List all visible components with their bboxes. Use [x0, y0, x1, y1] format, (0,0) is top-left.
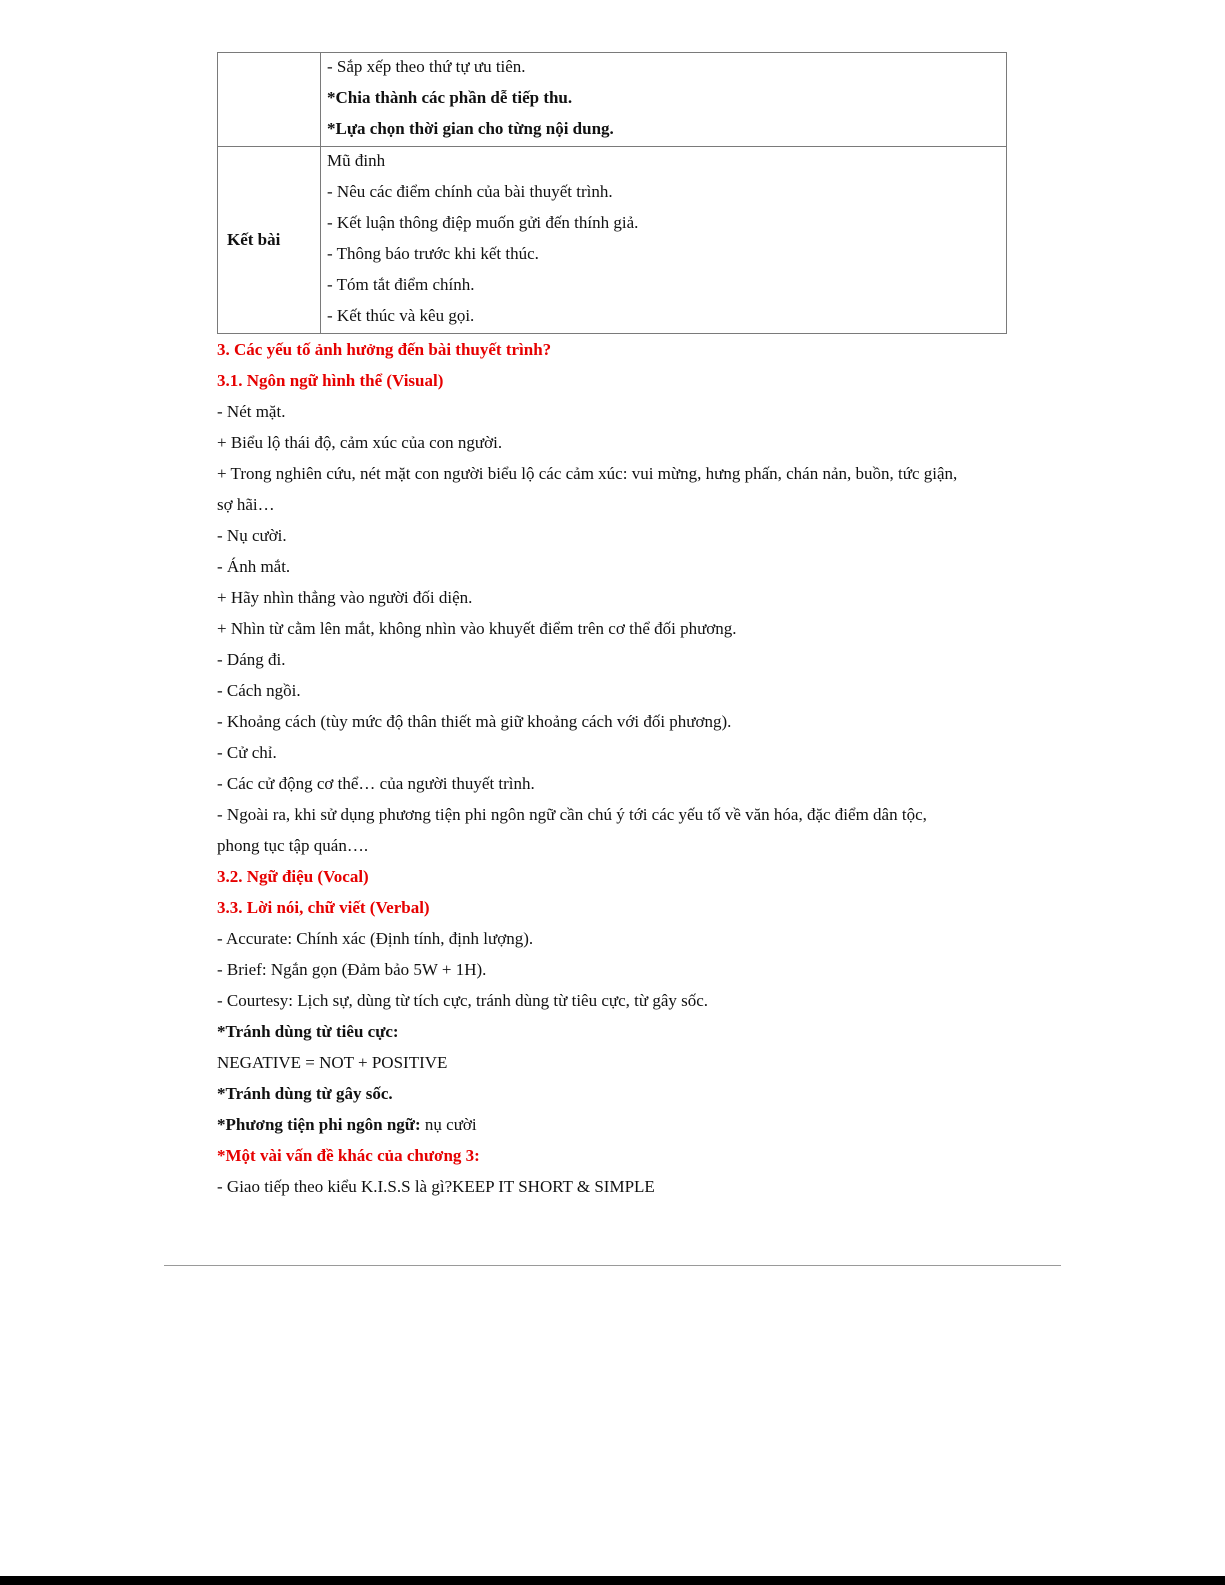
text-line: - Cách ngồi. [217, 681, 301, 700]
other-issues-heading: *Một vài vấn đề khác của chương 3: [217, 1146, 480, 1165]
negative-formula: NEGATIVE = NOT + POSITIVE [217, 1053, 448, 1072]
text-line: - Ánh mắt. [217, 557, 291, 576]
nonverbal-value: nụ cười [420, 1115, 477, 1134]
heading-3-3: 3.3. Lời nói, chữ viết (Verbal) [217, 898, 430, 917]
table-line: *Chia thành các phần dễ tiếp thu. [327, 88, 573, 107]
heading-3: 3. Các yếu tố ảnh hưởng đến bài thuyết trình? [217, 340, 552, 359]
table-line: - Nêu các điểm chính của bài thuyết trình. [327, 182, 613, 201]
footer-divider [164, 1265, 1061, 1266]
table-row [218, 147, 1007, 334]
table-line: - Thông báo trước khi kết thúc. [327, 244, 539, 263]
text-line: sợ hãi… [217, 495, 275, 514]
document-page [217, 52, 1007, 1202]
bottom-edge-bar [0, 1576, 1225, 1585]
nonverbal-label: *Phương tiện phi ngôn ngữ: [217, 1115, 421, 1134]
text-line: - Khoảng cách (tùy mức độ thân thiết mà giữ khoảng cách với đối phương). [217, 712, 732, 731]
heading-3-1: 3.1. Ngôn ngữ hình thể (Visual) [217, 371, 444, 390]
text-line: phong tục tập quán…. [217, 836, 369, 855]
table-line: *Lựa chọn thời gian cho từng nội dung. [327, 119, 614, 138]
kiss-line: - Giao tiếp theo kiểu K.I.S.S là gì?KEEP IT SHORT & SIMPLE [217, 1177, 655, 1196]
section-label-cell: Kết bài [218, 147, 321, 334]
table-line: - Kết luận thông điệp muốn gửi đến thính giả. [327, 213, 639, 232]
presentation-outline-table [217, 52, 1007, 334]
text-line: + Trong nghiên cứu, nét mặt con người biểu lộ các cảm xúc: vui mừng, hưng phấn, chán nản, buồn, tức giận, [217, 464, 958, 483]
table-line: - Tóm tắt điểm chính. [327, 275, 475, 294]
avoid-negative-heading: *Tránh dùng từ tiêu cực: [217, 1022, 399, 1041]
section-content-cell [321, 147, 1007, 334]
table-line: Mũ đinh [327, 151, 386, 170]
text-line: - Cử chỉ. [217, 743, 277, 762]
table-line: - Sắp xếp theo thứ tự ưu tiên. [327, 57, 526, 76]
text-line: - Nụ cười. [217, 526, 287, 545]
text-line: + Nhìn từ cằm lên mắt, không nhìn vào khuyết điểm trên cơ thể đối phương. [217, 619, 737, 638]
text-line: - Accurate: Chính xác (Định tính, định lượng). [217, 929, 534, 948]
text-line: - Nét mặt. [217, 402, 286, 421]
nonverbal-line [217, 1109, 1007, 1140]
section-label-cell [218, 53, 321, 147]
avoid-shock-heading: *Tránh dùng từ gây sốc. [217, 1084, 393, 1103]
text-line: - Ngoài ra, khi sử dụng phương tiện phi ngôn ngữ cần chú ý tới các yếu tố về văn hóa, đặc điểm dân tộc, [217, 805, 927, 824]
table-row [218, 53, 1007, 147]
text-line: - Courtesy: Lịch sự, dùng từ tích cực, tránh dùng từ tiêu cực, từ gây sốc. [217, 991, 709, 1010]
text-line: - Các cử động cơ thể… của người thuyết trình. [217, 774, 535, 793]
section-content-cell [321, 53, 1007, 147]
text-line: + Biểu lộ thái độ, cảm xúc của con người. [217, 433, 503, 452]
heading-3-2: 3.2. Ngữ điệu (Vocal) [217, 867, 369, 886]
text-line: + Hãy nhìn thẳng vào người đối diện. [217, 588, 473, 607]
text-line: - Dáng đi. [217, 650, 286, 669]
table-line: - Kết thúc và kêu gọi. [327, 306, 475, 325]
text-line: - Brief: Ngắn gọn (Đảm bảo 5W + 1H). [217, 960, 487, 979]
